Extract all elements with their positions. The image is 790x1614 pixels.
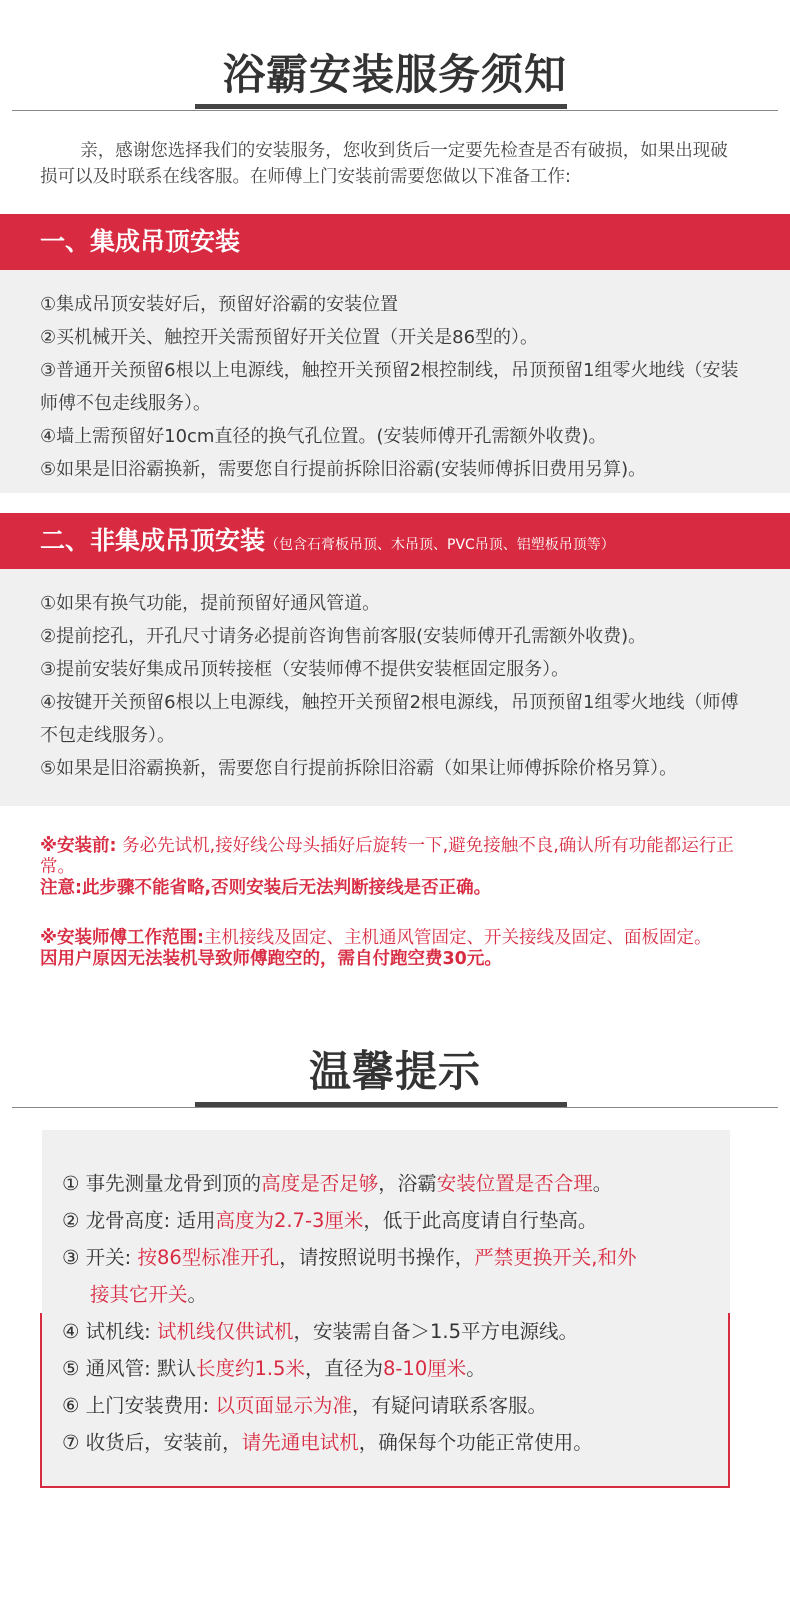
tip-text: ⑥ 上门安装费用:: [62, 1394, 216, 1417]
tip-item: [62, 1350, 722, 1387]
list-item: ⑤如果是旧浴霸换新，需要您自行提前拆除旧浴霸（如果让师傅拆除价格另算）。: [40, 758, 678, 779]
tip-item: [62, 1239, 722, 1276]
tip-text: ④ 试机线:: [62, 1320, 157, 1343]
list-item: ③普通开关预留6根以上电源线，触控开关预留2根控制线，吊顶预留1组零火地线（安装师傅不包走线服务）。: [40, 360, 739, 414]
section2-header: [0, 513, 790, 569]
title-divider: [12, 110, 778, 111]
intro-text: 亲，感谢您选择我们的安装服务，您收到货后一定要先检查是否有破损，如果出现破损可以及时联系在线客服。在师傅上门安装前需要您做以下准备工作:: [40, 141, 728, 187]
tip-text: ，有疑问请联系客服。: [351, 1394, 547, 1417]
tip-text: ⑤ 通风管: 默认: [62, 1357, 196, 1380]
tip-item: [62, 1313, 722, 1350]
notice-before-install: [40, 836, 750, 899]
page-title-block: [0, 45, 790, 105]
list-item: ④按键开关预留6根以上电源线，触控开关预留2根电源线，吊顶预留1组零火地线（师傅不包走线服务）。: [40, 692, 739, 746]
tip-text: ，请按照说明书操作，: [279, 1246, 475, 1269]
tip-highlight: 安装位置是否合理: [436, 1172, 593, 1195]
tips-title-block: [0, 1042, 790, 1102]
tip-item: [62, 1202, 722, 1239]
tip-highlight: 接其它开关: [90, 1283, 188, 1306]
notice-label: ※安装师傅工作范围:: [40, 928, 205, 948]
tip-item: [62, 1424, 722, 1461]
tip-highlight: 试机线仅供试机: [156, 1320, 294, 1343]
tip-highlight: 严禁更换开关,和外: [474, 1246, 637, 1269]
section2-subtitle: （包含石膏板吊顶、木吊顶、PVC吊顶、铝塑板吊顶等）: [265, 537, 615, 553]
tip-highlight: 长度约1.5米: [195, 1357, 305, 1380]
tip-text: ，低于此高度请自行垫高。: [363, 1209, 598, 1232]
tip-text: 。: [592, 1172, 613, 1195]
tip-text: ，直径为: [304, 1357, 383, 1380]
title-underline-bar: [195, 104, 567, 109]
notice-work-scope: [40, 928, 750, 970]
list-item: ④墙上需预留好10cm直径的换气孔位置。(安装师傅开孔需额外收费)。: [40, 426, 607, 447]
tips-underline-bar: [195, 1102, 567, 1107]
list-item: ③提前安装好集成吊顶转接框（安装师傅不提供安装框固定服务）。: [40, 659, 570, 680]
tip-highlight: 高度为2.7-3厘米: [215, 1209, 364, 1232]
section1-list: [0, 270, 790, 493]
list-item: ②提前挖孔，开孔尺寸请务必提前咨询售前客服(安装师傅开孔需额外收费)。: [40, 626, 647, 647]
tip-highlight: 按86型标准开孔: [137, 1246, 280, 1269]
notice-label: ※安装前:: [40, 836, 117, 856]
tip-highlight: 请先通电试机: [241, 1431, 359, 1454]
list-item: ⑤如果是旧浴霸换新，需要您自行提前拆除旧浴霸(安装师傅拆旧费用另算)。: [40, 459, 647, 480]
list-item: ①集成吊顶安装好后，预留好浴霸的安装位置: [40, 294, 399, 315]
tip-text: ，浴霸: [378, 1172, 437, 1195]
tip-text: ，确保每个功能正常使用。: [358, 1431, 593, 1454]
page-title: 浴霸安装服务须知: [222, 50, 567, 99]
notice-warning: 因用户原因无法装机导致师傅跑空的，需自付跑空费30元。: [40, 949, 502, 969]
section2-list: [0, 569, 790, 806]
tip-item-continued: [62, 1276, 722, 1313]
list-item: ①如果有换气功能，提前预留好通风管道。: [40, 593, 381, 614]
tip-item: [62, 1387, 722, 1424]
notice-text: 务必先试机,接好线公母头插好后旋转一下,避免接触不良,确认所有功能都运行正常。: [40, 836, 734, 877]
notice-warning: 注意:此步骤不能省略,否则安装后无法判断接线是否正确。: [40, 878, 492, 898]
list-item: ②买机械开关、触控开关需预留好开关位置（开关是86型的）。: [40, 327, 539, 348]
tip-highlight: 高度是否足够: [261, 1172, 379, 1195]
tip-text: ② 龙骨高度: 适用: [62, 1209, 216, 1232]
tip-item: [62, 1165, 722, 1202]
tip-text: ③ 开关:: [62, 1246, 138, 1269]
tip-text: ⑦ 收货后，安装前，: [62, 1431, 242, 1454]
notice-text: 主机接线及固定、主机通风管固定、开关接线及固定、面板固定。: [204, 928, 712, 948]
tip-text: 。: [187, 1283, 208, 1306]
tips-divider: [12, 1107, 778, 1108]
tip-text: ，安装需自备＞1.5平方电源线。: [293, 1320, 578, 1343]
tip-text: 。: [466, 1357, 486, 1380]
tip-highlight: 8-10厘米: [382, 1357, 467, 1380]
tip-text: ① 事先测量龙骨到顶的: [62, 1172, 262, 1195]
tips-title: 温馨提示: [308, 1047, 481, 1096]
tip-highlight: 以页面显示为准: [215, 1394, 352, 1417]
section1-header: [0, 214, 790, 270]
section2-title: 二、非集成吊顶安装: [40, 526, 266, 555]
section1-title: 一、集成吊顶安装: [40, 227, 241, 256]
